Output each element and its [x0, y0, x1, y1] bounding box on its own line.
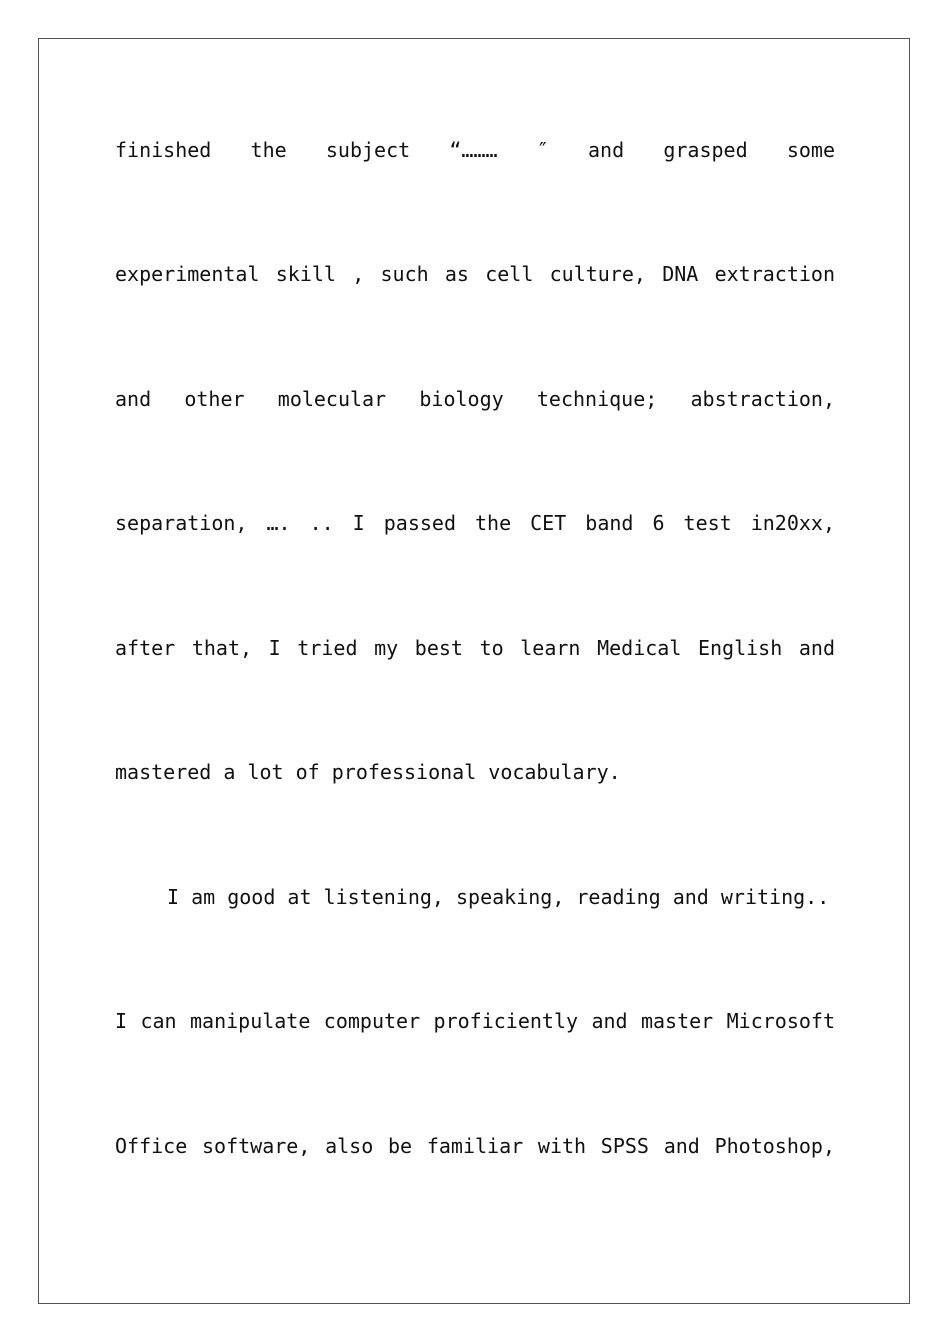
body-text-line-8: I can manipulate computer proficiently and master Microsoft — [115, 1009, 835, 1033]
body-text-line-7: I am good at listening, speaking, reading and writing.. — [167, 885, 830, 909]
body-text-line-3: and other molecular biology technique; abstraction, — [115, 387, 835, 411]
body-text-line-2: experimental skill , such as cell culture, DNA extraction — [115, 262, 835, 286]
body-text-line-6: mastered a lot of professional vocabulary. — [115, 760, 621, 784]
page-border — [38, 38, 910, 1304]
body-text-line-5: after that, I tried my best to learn Medical English and — [115, 636, 835, 660]
body-text-line-4: separation, …. .. I passed the CET band 6 test in20xx, — [115, 511, 835, 535]
body-text-line-1: finished the subject “……… ″ and grasped some — [115, 138, 835, 162]
body-text-line-9: Office software, also be familiar with SPSS and Photoshop, — [115, 1134, 835, 1158]
